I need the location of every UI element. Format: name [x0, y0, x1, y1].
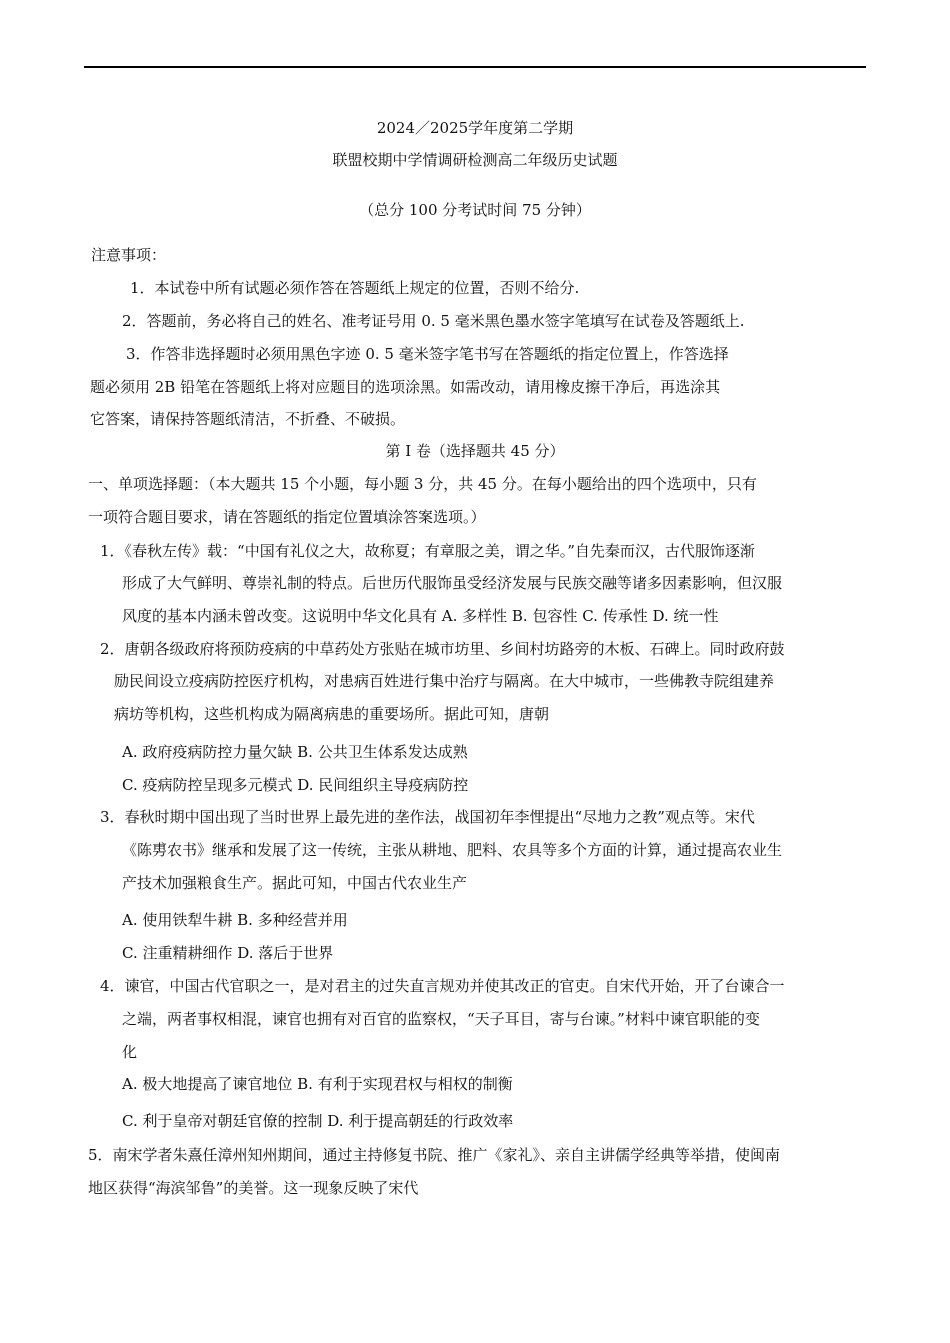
section-intro-line-2: 一项符合题目要求，请在答题纸的指定位置填涂答案选项。） — [88, 508, 486, 526]
q3-options-2: C. 注重精耕细作 D. 落后于世界 — [122, 944, 334, 962]
q1-line-2: 形成了大气鲜明、尊崇礼制的特点。后世历代服饰虽受经济发展与民族交融等诸多因素影响，但汉服 — [122, 574, 783, 592]
q2-line-2: 励民间设立疫病防控医疗机构，对患病百姓进行集中治疗与隔离。在大中城市，一些佛教寺院组建养 — [114, 672, 775, 690]
q5-line-1: 5．南宋学者朱熹任漳州知州期间，通过主持修复书院、推广《家礼》、亲自主讲儒学经典等举措，使闽南 — [88, 1146, 781, 1164]
q4-line-2: 之端，两者事权相混，谏官也拥有对百官的监察权，“天子耳目，寄与台谏。”材料中谏官职能的变 — [122, 1010, 760, 1028]
q3-line-2: 《陈旉农书》继承和发展了这一传统，主张从耕地、肥料、农具等多个方面的计算，通过提高农业生 — [122, 841, 783, 859]
notice-item-1: 1．本试卷中所有试题必须作答在答题纸上规定的位置，否则不给分. — [130, 279, 580, 297]
q3-line-1: 3．春秋时期中国出现了当时世界上最先进的垄作法，战国初年李悝提出“尽地力之教”观点等。宋代 — [100, 808, 755, 826]
q4-line-3: 化 — [122, 1043, 138, 1061]
notice-item-3-line-2: 题必须用 2B 铅笔在答题纸上将对应题目的选项涂黑。如需改动，请用橡皮擦干净后，再选涂其 — [90, 378, 721, 396]
q4-options-2: C. 利于皇帝对朝廷官僚的控制 D. 利于提高朝廷的行政效率 — [122, 1112, 514, 1130]
header-rule — [84, 66, 866, 68]
score-info: （总分 100 分考试时间 75 分钟） — [359, 201, 591, 219]
q4-options-1: A. 极大地提高了谏官地位 B. 有利于实现君权与相权的制衡 — [122, 1075, 513, 1093]
q2-line-1: 2．唐朝各级政府将预防疫病的中草药处方张贴在城市坊里、乡间村坊路旁的木板、石碑上。同时政府鼓 — [100, 640, 785, 658]
exam-title: 联盟校期中学情调研检测高二年级历史试题 — [332, 151, 618, 169]
notice-item-2: 2．答题前，务必将自己的姓名、准考证号用 0. 5 毫米黑色墨水签字笔填写在试卷及答题纸上. — [122, 312, 745, 330]
q3-options-1: A. 使用铁犁牛耕 B. 多种经营并用 — [122, 911, 348, 929]
q1-line-1: 1．《春秋左传》载：“中国有礼仪之大，故称夏；有章服之美，谓之华。”自先秦而汉，古代服饰逐渐 — [100, 542, 755, 560]
q2-line-3: 病坊等机构，这些机构成为隔离病患的重要场所。据此可知，唐朝 — [114, 705, 550, 723]
exam-year: 2024／2025学年度第二学期 — [376, 119, 574, 137]
q4-line-1: 4．谏官，中国古代官职之一，是对君主的过失直言规劝并使其改正的官吏。自宋代开始，开了台谏合一 — [100, 977, 785, 995]
q1-line-3: 风度的基本内涵未曾改变。这说明中华文化具有 A. 多样性 B. 包容性 C. 传承性 D. 统一性 — [122, 607, 719, 625]
notice-item-3-line-1: 3．作答非选择题时必须用黑色字迹 0. 5 毫米签字笔书写在答题纸的指定位置上，作答选择 — [126, 345, 729, 363]
q2-options-2: C. 疫病防控呈现多元模式 D. 民间组织主导疫病防控 — [122, 776, 469, 794]
section-intro-line-1: 一、单项选择题：（本大题共 15 个小题，每小题 3 分，共 45 分。在每小题给出的四个选项中，只有 — [88, 475, 757, 493]
q3-line-3: 产技术加强粮食生产。据此可知，中国古代农业生产 — [122, 874, 468, 892]
q5-line-2: 地区获得“海滨邹鲁”的美誉。这一现象反映了宋代 — [88, 1179, 419, 1197]
section-title: 第 I 卷（选择题共 45 分） — [385, 442, 565, 460]
q2-options-1: A. 政府疫病防控力量欠缺 B. 公共卫生体系发达成熟 — [122, 743, 468, 761]
notice-heading: 注意事项： — [91, 246, 167, 264]
notice-item-3-line-3: 它答案，请保持答题纸清洁，不折叠、不破损。 — [90, 410, 406, 428]
